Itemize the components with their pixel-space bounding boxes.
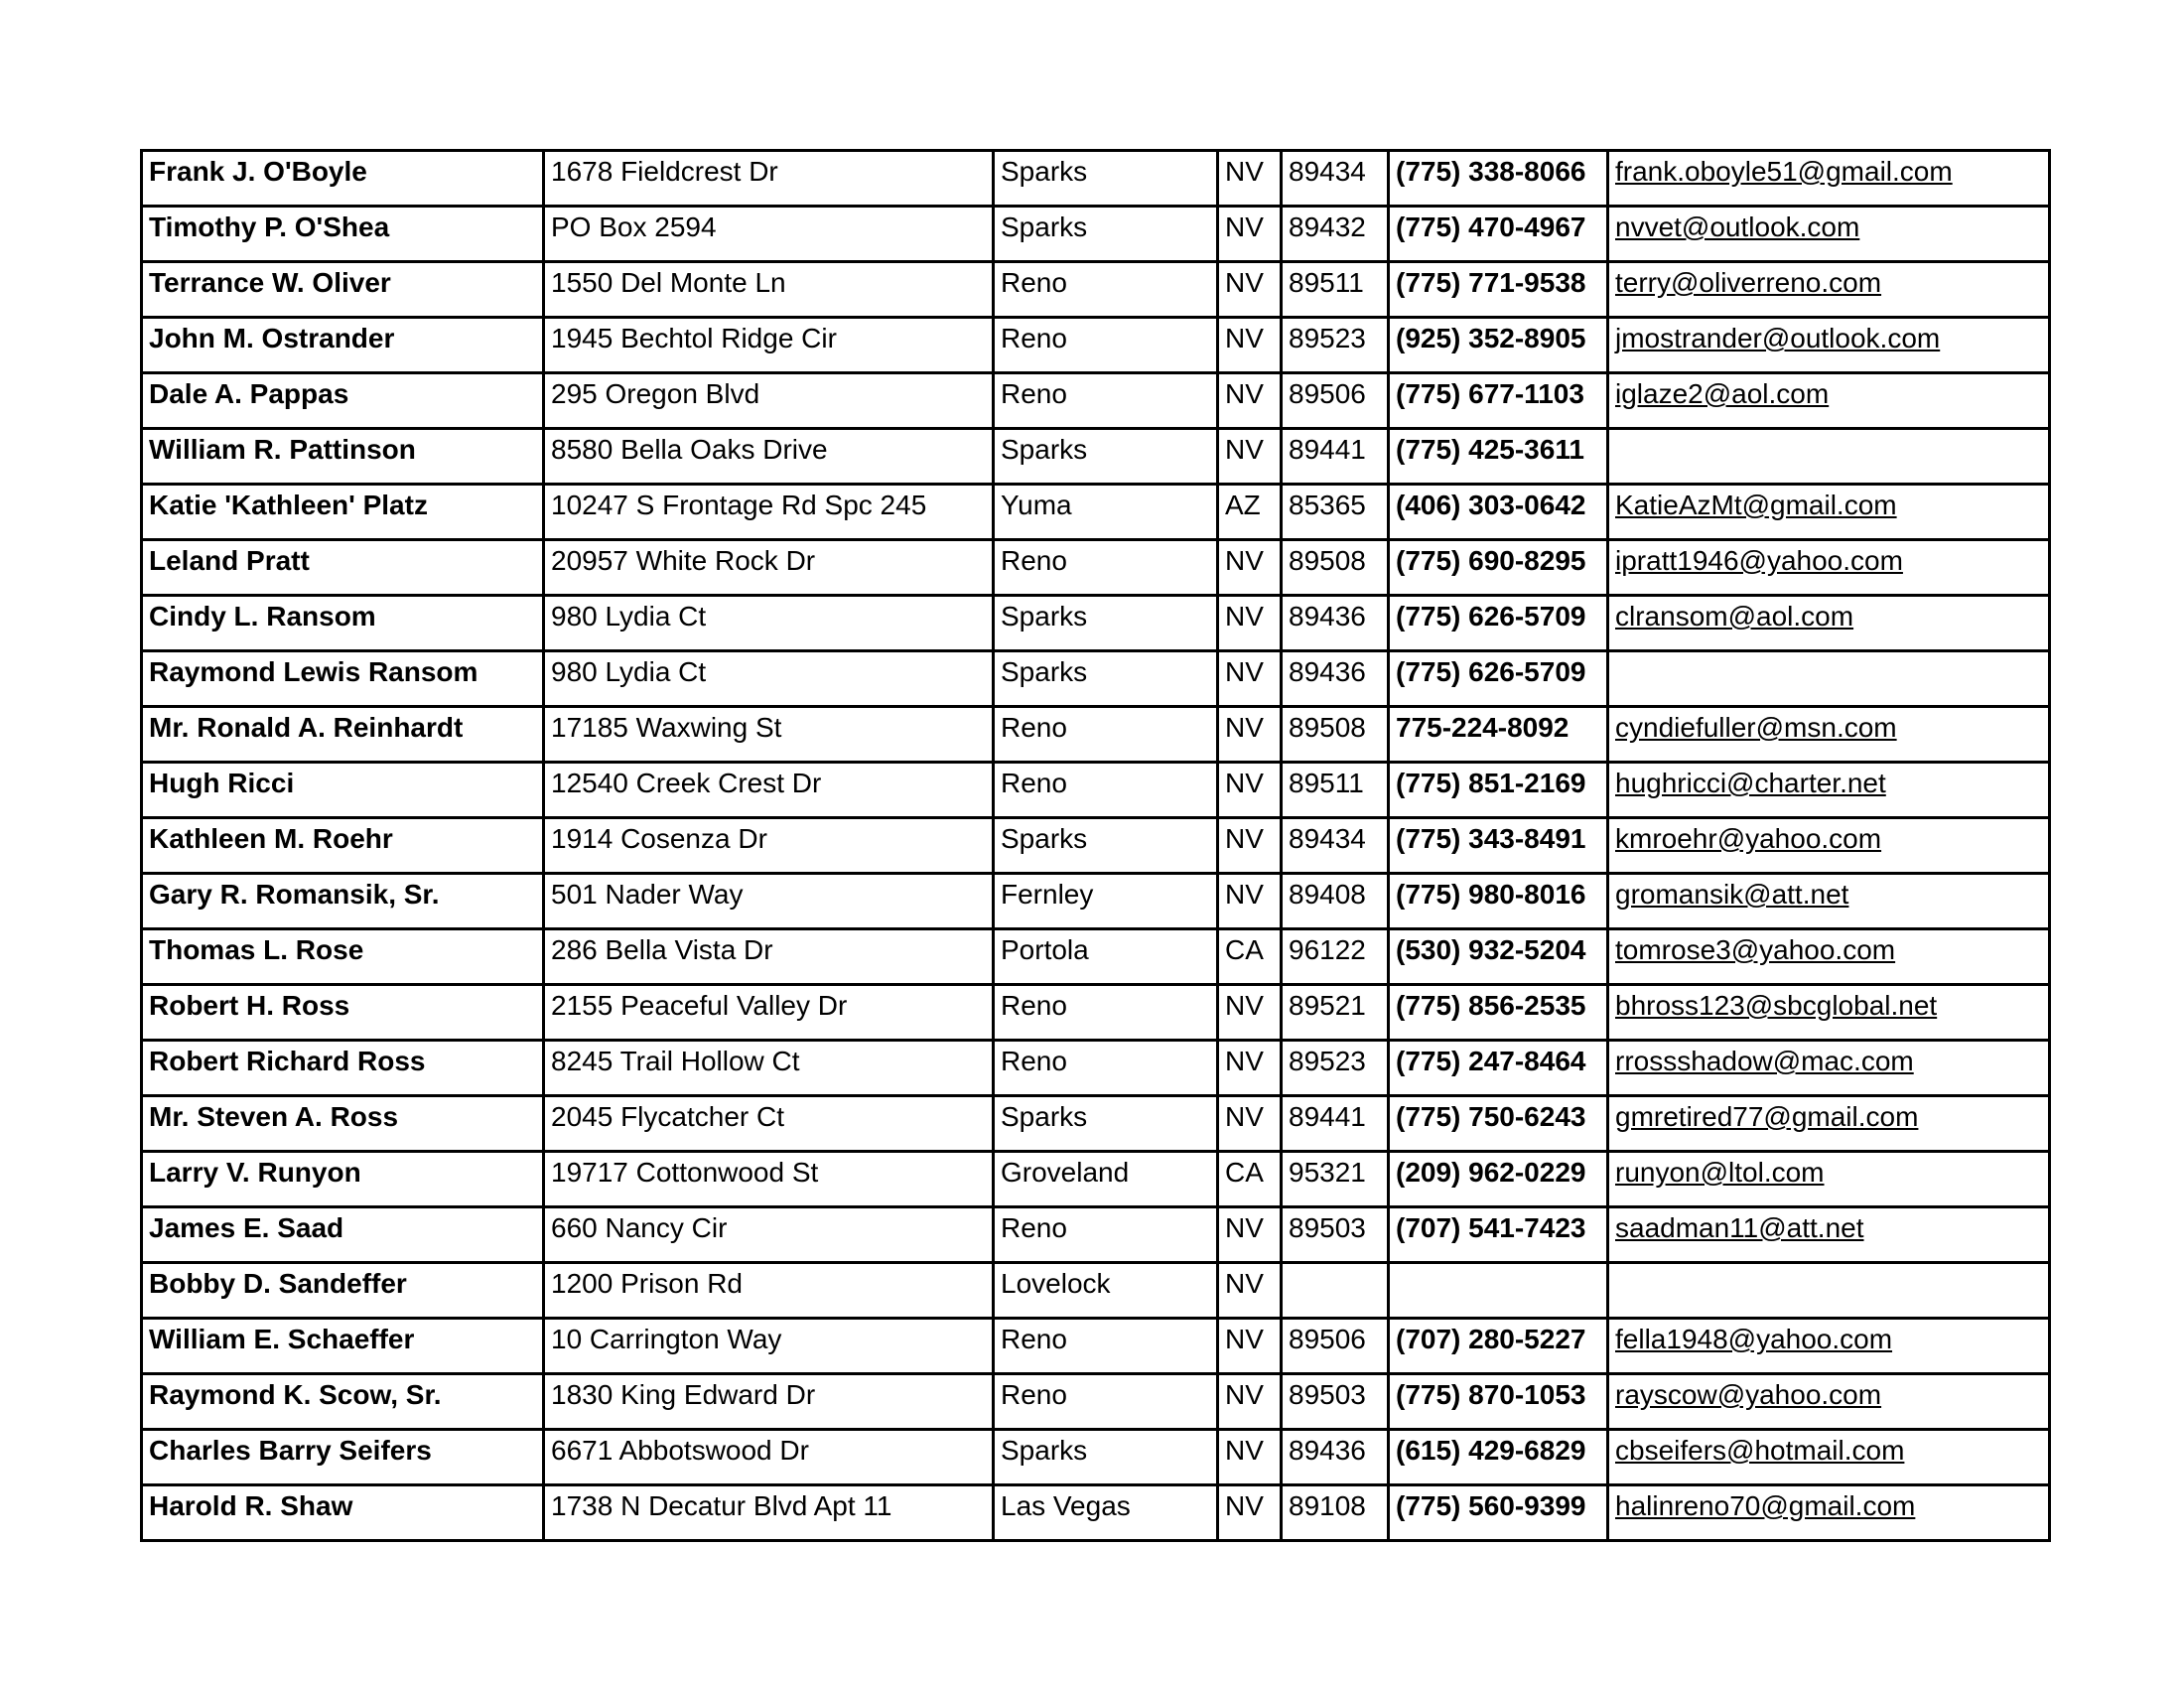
member-zip: 89511: [1282, 763, 1389, 818]
member-city: Reno: [994, 707, 1218, 763]
table-row: [142, 929, 2050, 985]
member-address: 8580 Bella Oaks Drive: [544, 429, 994, 485]
member-phone: (707) 280-5227: [1389, 1319, 1608, 1374]
member-state: NV: [1218, 373, 1282, 429]
member-phone: (209) 962-0229: [1389, 1152, 1608, 1207]
member-address: 286 Bella Vista Dr: [544, 929, 994, 985]
member-state: AZ: [1218, 485, 1282, 540]
member-address: 1945 Bechtol Ridge Cir: [544, 318, 994, 373]
member-name: William R. Pattinson: [142, 429, 544, 485]
member-phone: (775) 677-1103: [1389, 373, 1608, 429]
member-state: CA: [1218, 929, 1282, 985]
member-zip: 89441: [1282, 1096, 1389, 1152]
member-email[interactable]: ipratt1946@yahoo.com: [1608, 540, 2050, 596]
member-phone: (775) 851-2169: [1389, 763, 1608, 818]
table-row: [142, 373, 2050, 429]
member-name: Raymond Lewis Ransom: [142, 651, 544, 707]
member-email[interactable]: saadman11@att.net: [1608, 1207, 2050, 1263]
member-name: Harold R. Shaw: [142, 1485, 544, 1541]
member-city: Yuma: [994, 485, 1218, 540]
member-zip: 89508: [1282, 707, 1389, 763]
member-email[interactable]: gromansik@att.net: [1608, 874, 2050, 929]
member-city: Sparks: [994, 429, 1218, 485]
member-zip: 89108: [1282, 1485, 1389, 1541]
member-address: 10247 S Frontage Rd Spc 245: [544, 485, 994, 540]
member-name: Dale A. Pappas: [142, 373, 544, 429]
member-email[interactable]: kmroehr@yahoo.com: [1608, 818, 2050, 874]
member-address: 1200 Prison Rd: [544, 1263, 994, 1319]
member-zip: 89506: [1282, 1319, 1389, 1374]
member-name: Thomas L. Rose: [142, 929, 544, 985]
member-address: 20957 White Rock Dr: [544, 540, 994, 596]
member-zip: 89506: [1282, 373, 1389, 429]
member-email[interactable]: cbseifers@hotmail.com: [1608, 1430, 2050, 1485]
member-state: NV: [1218, 818, 1282, 874]
member-state: NV: [1218, 1374, 1282, 1430]
member-phone: (925) 352-8905: [1389, 318, 1608, 373]
member-address: 1914 Cosenza Dr: [544, 818, 994, 874]
table-row: [142, 262, 2050, 318]
member-address: 10 Carrington Way: [544, 1319, 994, 1374]
member-name: Terrance W. Oliver: [142, 262, 544, 318]
member-zip: 89436: [1282, 651, 1389, 707]
member-phone: [1389, 1263, 1608, 1319]
member-zip: 96122: [1282, 929, 1389, 985]
member-name: James E. Saad: [142, 1207, 544, 1263]
member-address: 2155 Peaceful Valley Dr: [544, 985, 994, 1041]
member-state: NV: [1218, 1263, 1282, 1319]
member-address: 8245 Trail Hollow Ct: [544, 1041, 994, 1096]
member-zip: 89434: [1282, 151, 1389, 207]
member-city: Reno: [994, 763, 1218, 818]
member-state: NV: [1218, 207, 1282, 262]
member-directory-body: [142, 151, 2050, 1541]
member-address: 12540 Creek Crest Dr: [544, 763, 994, 818]
member-zip: 89441: [1282, 429, 1389, 485]
member-state: NV: [1218, 262, 1282, 318]
table-row: [142, 1485, 2050, 1541]
table-row: [142, 1263, 2050, 1319]
member-email[interactable]: bhross123@sbcglobal.net: [1608, 985, 2050, 1041]
table-row: [142, 540, 2050, 596]
member-email[interactable]: cyndiefuller@msn.com: [1608, 707, 2050, 763]
member-address: 980 Lydia Ct: [544, 596, 994, 651]
member-name: Bobby D. Sandeffer: [142, 1263, 544, 1319]
member-phone: (406) 303-0642: [1389, 485, 1608, 540]
member-phone: (775) 750-6243: [1389, 1096, 1608, 1152]
member-state: CA: [1218, 1152, 1282, 1207]
member-zip: 89511: [1282, 262, 1389, 318]
member-name: Mr. Steven A. Ross: [142, 1096, 544, 1152]
member-name: Charles Barry Seifers: [142, 1430, 544, 1485]
member-city: Reno: [994, 262, 1218, 318]
table-row: [142, 1430, 2050, 1485]
table-row: [142, 429, 2050, 485]
member-name: Robert Richard Ross: [142, 1041, 544, 1096]
member-city: Lovelock: [994, 1263, 1218, 1319]
member-zip: 89508: [1282, 540, 1389, 596]
member-phone: (775) 626-5709: [1389, 651, 1608, 707]
member-city: Fernley: [994, 874, 1218, 929]
member-name: Gary R. Romansik, Sr.: [142, 874, 544, 929]
member-city: Portola: [994, 929, 1218, 985]
member-zip: 89523: [1282, 1041, 1389, 1096]
table-row: [142, 596, 2050, 651]
member-zip: 89408: [1282, 874, 1389, 929]
member-phone: (775) 338-8066: [1389, 151, 1608, 207]
table-row: [142, 985, 2050, 1041]
member-city: Sparks: [994, 207, 1218, 262]
member-zip: [1282, 1263, 1389, 1319]
member-address: 6671 Abbotswood Dr: [544, 1430, 994, 1485]
member-email[interactable]: hughricci@charter.net: [1608, 763, 2050, 818]
member-city: Sparks: [994, 818, 1218, 874]
table-row: [142, 485, 2050, 540]
member-email[interactable]: KatieAzMt@gmail.com: [1608, 485, 2050, 540]
member-email[interactable]: runyon@ltol.com: [1608, 1152, 2050, 1207]
member-email[interactable]: halinreno70@gmail.com: [1608, 1485, 2050, 1541]
member-name: Robert H. Ross: [142, 985, 544, 1041]
member-phone: (775) 690-8295: [1389, 540, 1608, 596]
member-state: NV: [1218, 1485, 1282, 1541]
member-email[interactable]: iglaze2@aol.com: [1608, 373, 2050, 429]
member-city: Groveland: [994, 1152, 1218, 1207]
member-address: 2045 Flycatcher Ct: [544, 1096, 994, 1152]
member-phone: (775) 870-1053: [1389, 1374, 1608, 1430]
member-zip: 89434: [1282, 818, 1389, 874]
member-state: NV: [1218, 707, 1282, 763]
table-row: [142, 651, 2050, 707]
member-address: 501 Nader Way: [544, 874, 994, 929]
member-name: Hugh Ricci: [142, 763, 544, 818]
member-city: Reno: [994, 1374, 1218, 1430]
member-phone: (775) 980-8016: [1389, 874, 1608, 929]
member-city: Sparks: [994, 1096, 1218, 1152]
member-name: Larry V. Runyon: [142, 1152, 544, 1207]
table-row: [142, 1374, 2050, 1430]
member-phone: (775) 343-8491: [1389, 818, 1608, 874]
member-zip: 89432: [1282, 207, 1389, 262]
table-row: [142, 207, 2050, 262]
member-state: NV: [1218, 1041, 1282, 1096]
member-city: Sparks: [994, 651, 1218, 707]
member-email: [1608, 651, 2050, 707]
member-zip: 89436: [1282, 1430, 1389, 1485]
member-phone: (775) 247-8464: [1389, 1041, 1608, 1096]
member-state: NV: [1218, 651, 1282, 707]
member-city: Sparks: [994, 1430, 1218, 1485]
member-state: NV: [1218, 151, 1282, 207]
member-address: 980 Lydia Ct: [544, 651, 994, 707]
member-city: Reno: [994, 540, 1218, 596]
member-zip: 89503: [1282, 1207, 1389, 1263]
table-row: [142, 1319, 2050, 1374]
member-phone: (775) 425-3611: [1389, 429, 1608, 485]
member-email[interactable]: frank.oboyle51@gmail.com: [1608, 151, 2050, 207]
member-name: Raymond K. Scow, Sr.: [142, 1374, 544, 1430]
member-name: William E. Schaeffer: [142, 1319, 544, 1374]
table-row: [142, 1152, 2050, 1207]
member-email[interactable]: tomrose3@yahoo.com: [1608, 929, 2050, 985]
member-phone: (615) 429-6829: [1389, 1430, 1608, 1485]
member-phone: (707) 541-7423: [1389, 1207, 1608, 1263]
member-email[interactable]: nvvet@outlook.com: [1608, 207, 2050, 262]
member-address: 295 Oregon Blvd: [544, 373, 994, 429]
member-email[interactable]: terry@oliverreno.com: [1608, 262, 2050, 318]
member-phone: (775) 856-2535: [1389, 985, 1608, 1041]
table-row: [142, 1041, 2050, 1096]
member-name: Cindy L. Ransom: [142, 596, 544, 651]
member-name: Frank J. O'Boyle: [142, 151, 544, 207]
member-city: Reno: [994, 985, 1218, 1041]
member-email[interactable]: rayscow@yahoo.com: [1608, 1374, 2050, 1430]
member-city: Reno: [994, 1041, 1218, 1096]
member-address: 1738 N Decatur Blvd Apt 11: [544, 1485, 994, 1541]
table-row: [142, 1096, 2050, 1152]
member-address: PO Box 2594: [544, 207, 994, 262]
member-zip: 85365: [1282, 485, 1389, 540]
member-state: NV: [1218, 1096, 1282, 1152]
member-city: Reno: [994, 318, 1218, 373]
member-state: NV: [1218, 985, 1282, 1041]
member-state: NV: [1218, 596, 1282, 651]
member-name: John M. Ostrander: [142, 318, 544, 373]
table-row: [142, 151, 2050, 207]
member-email[interactable]: rrossshadow@mac.com: [1608, 1041, 2050, 1096]
member-email[interactable]: jmostrander@outlook.com: [1608, 318, 2050, 373]
member-state: NV: [1218, 1207, 1282, 1263]
table-row: [142, 1207, 2050, 1263]
member-state: NV: [1218, 429, 1282, 485]
member-address: 17185 Waxwing St: [544, 707, 994, 763]
member-phone: 775-224-8092: [1389, 707, 1608, 763]
member-name: Timothy P. O'Shea: [142, 207, 544, 262]
member-address: 1830 King Edward Dr: [544, 1374, 994, 1430]
member-address: 660 Nancy Cir: [544, 1207, 994, 1263]
member-email: [1608, 429, 2050, 485]
member-phone: (775) 771-9538: [1389, 262, 1608, 318]
member-city: Reno: [994, 1207, 1218, 1263]
member-name: Kathleen M. Roehr: [142, 818, 544, 874]
table-row: [142, 818, 2050, 874]
member-address: 1550 Del Monte Ln: [544, 262, 994, 318]
member-city: Las Vegas: [994, 1485, 1218, 1541]
member-email: [1608, 1263, 2050, 1319]
member-phone: (775) 470-4967: [1389, 207, 1608, 262]
member-city: Sparks: [994, 151, 1218, 207]
member-state: NV: [1218, 874, 1282, 929]
table-row: [142, 318, 2050, 373]
member-directory-table: [140, 149, 2051, 1542]
member-phone: (530) 932-5204: [1389, 929, 1608, 985]
member-city: Reno: [994, 1319, 1218, 1374]
member-zip: 89436: [1282, 596, 1389, 651]
member-city: Reno: [994, 373, 1218, 429]
member-zip: 89523: [1282, 318, 1389, 373]
table-row: [142, 707, 2050, 763]
member-state: NV: [1218, 1319, 1282, 1374]
member-name: Katie 'Kathleen' Platz: [142, 485, 544, 540]
member-phone: (775) 560-9399: [1389, 1485, 1608, 1541]
member-state: NV: [1218, 318, 1282, 373]
member-email[interactable]: clransom@aol.com: [1608, 596, 2050, 651]
table-row: [142, 763, 2050, 818]
member-zip: 89503: [1282, 1374, 1389, 1430]
member-state: NV: [1218, 1430, 1282, 1485]
member-phone: (775) 626-5709: [1389, 596, 1608, 651]
member-zip: 95321: [1282, 1152, 1389, 1207]
member-name: Leland Pratt: [142, 540, 544, 596]
member-state: NV: [1218, 763, 1282, 818]
member-email[interactable]: fella1948@yahoo.com: [1608, 1319, 2050, 1374]
member-city: Sparks: [994, 596, 1218, 651]
member-zip: 89521: [1282, 985, 1389, 1041]
member-address: 19717 Cottonwood St: [544, 1152, 994, 1207]
member-email[interactable]: gmretired77@gmail.com: [1608, 1096, 2050, 1152]
member-state: NV: [1218, 540, 1282, 596]
table-row: [142, 874, 2050, 929]
member-address: 1678 Fieldcrest Dr: [544, 151, 994, 207]
member-name: Mr. Ronald A. Reinhardt: [142, 707, 544, 763]
